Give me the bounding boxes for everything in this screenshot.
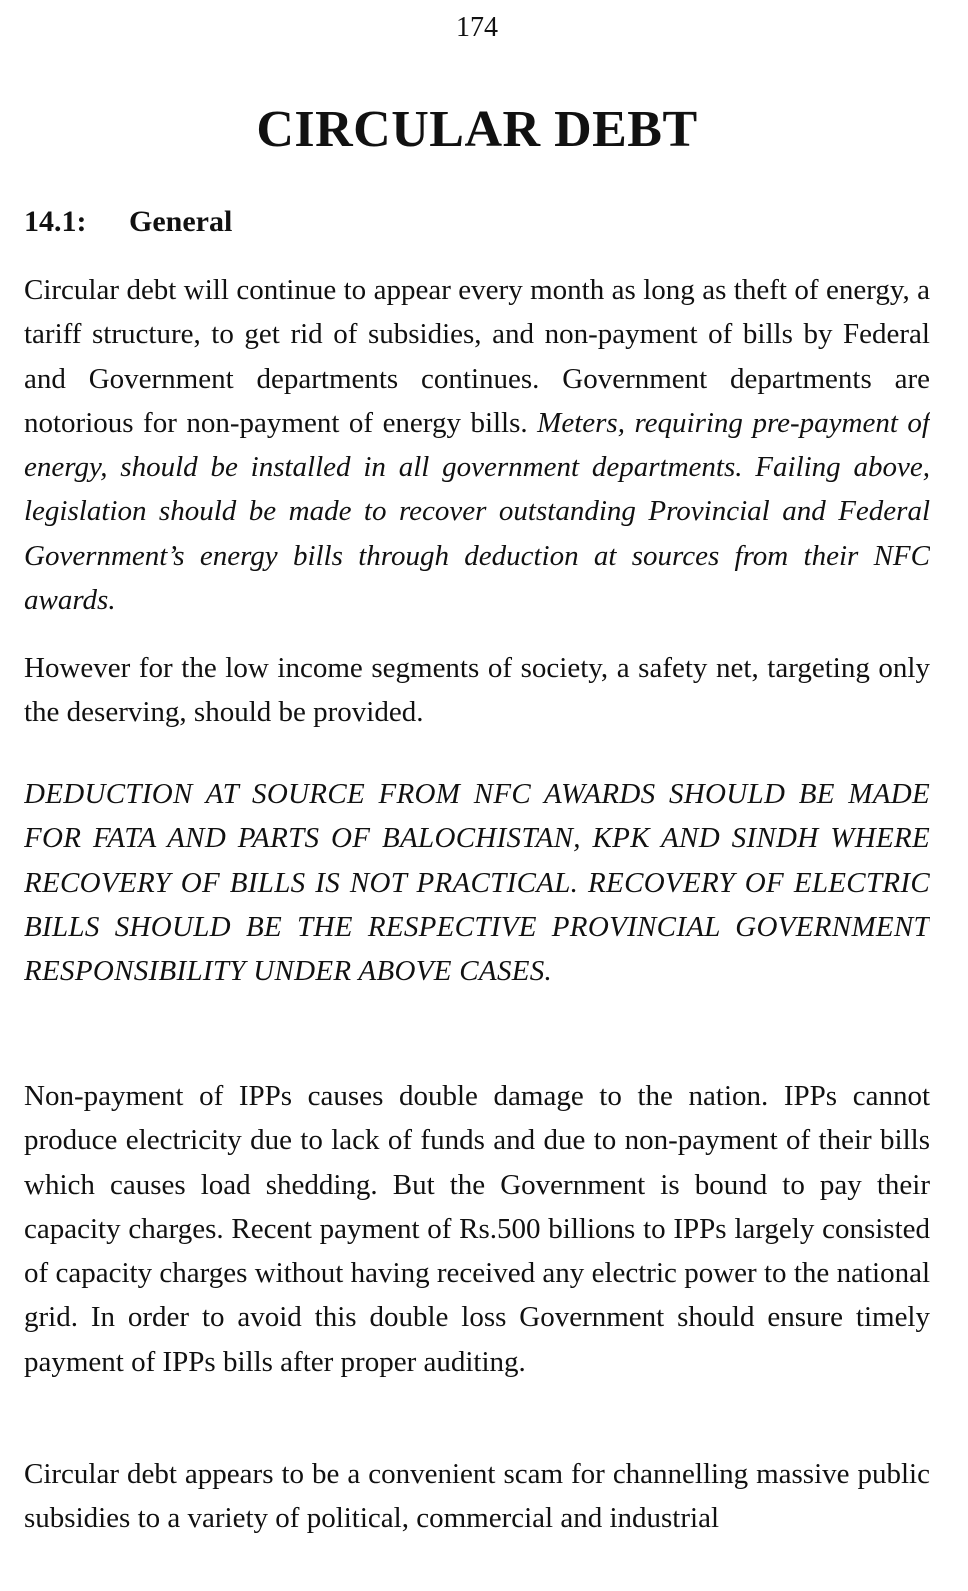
paragraph-ipps-non-payment: Non-payment of IPPs causes double damage to the nation. IPPs cannot produce electricity due to lack of funds and due to non-payment of their bills which causes load shedding. But the Government is bound to pay their capacity charges. Recent payment of Rs.500 billions to IPPs largely consisted of capacity charges without having received any electric power to the national grid. In order to avoid this double loss Government should ensure timely payment of IPPs bills after proper auditing. (24, 1080, 930, 1378)
chapter-title: CIRCULAR DEBT (256, 101, 698, 158)
paragraph-italic-text: Meters, requiring pre-payment of energy, should be installed in all government departments. Failing above, legislation should be made to recover outstanding Provincial and Federal Government’s energy bills through deduction at sources from their NFC awards. (24, 406, 930, 617)
paragraph-circular-debt-scam: Circular debt appears to be a convenient scam for channelling massive public subsidies to a variety of political, commercial and industrial (24, 1458, 930, 1535)
page-number: 174 (456, 12, 498, 43)
paragraph-safety-net: However for the low income segments of society, a safety net, targeting only the deserving, should be provided. (24, 652, 930, 729)
section-heading (24, 200, 232, 244)
paragraph-deduction-at-source: DEDUCTION AT SOURCE FROM NFC AWARDS SHOULD BE MADE FOR FATA AND PARTS OF BALOCHISTAN, KPK AND SINDH WHERE RECOVERY OF BILLS IS NOT PRACTICAL. RECOVERY OF ELECTRIC BILLS SHOULD BE THE RESPECTIVE PROVINCIAL GOVERNMENT RESPONSIBILITY UNDER ABOVE CASES. (24, 778, 930, 988)
section-title: General (129, 205, 233, 238)
document-page (24, 0, 930, 1591)
paragraph-regular-text: Circular debt will continue to appear every month as long as theft of energy, a tariff structure, to get rid of subsidies, and non-payment of bills by Federal and Government departments continues. Government departments are notorious for non-payment of energy bills. (24, 274, 930, 439)
paragraph-circular-debt-intro (24, 268, 930, 622)
section-number: 14.1: (24, 205, 87, 238)
